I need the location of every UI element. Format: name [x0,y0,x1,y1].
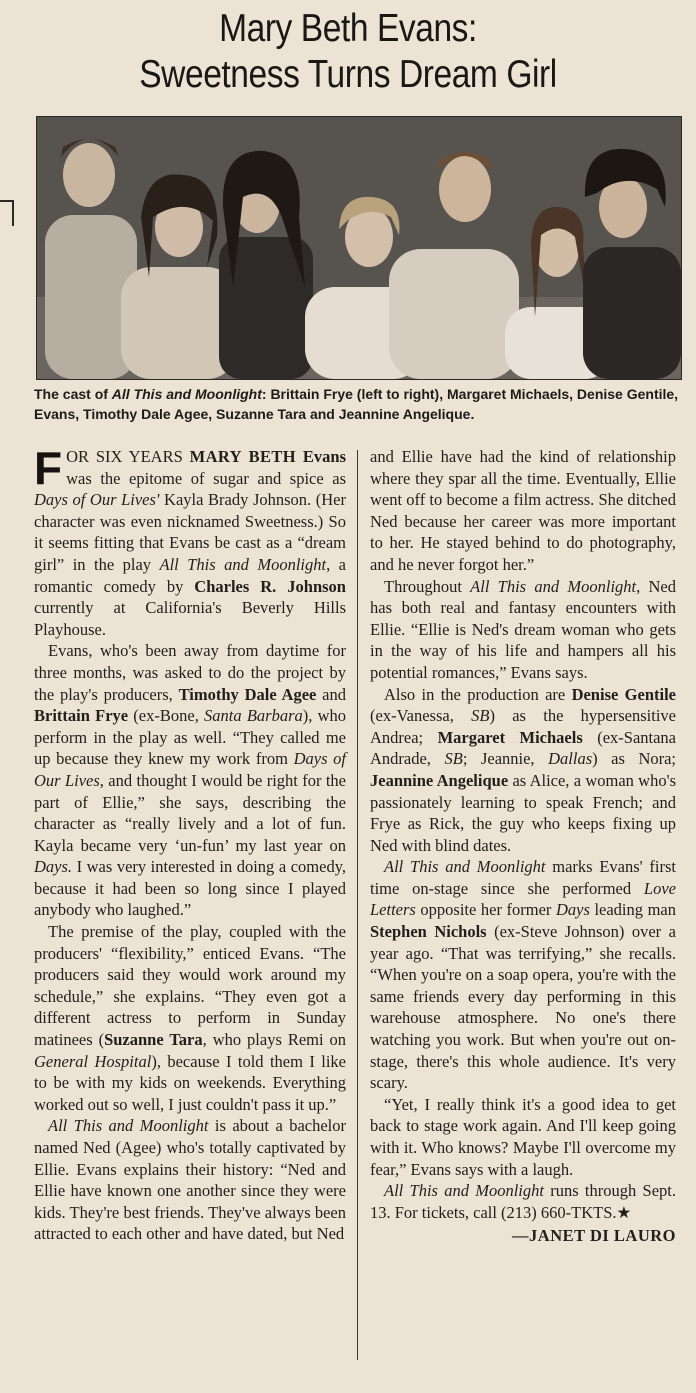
text: , Ned has both real and fantasy encounters with Ellie. “Ellie is Ned's dream woman who gets in the way of his life and hampers all his potential romances,” Evans says. [370,576,676,682]
text [296,447,303,466]
text: ; Jeannie, [462,749,549,769]
italic-title: Santa Barbara [204,706,303,726]
article-paragraph [370,576,676,684]
bold-name: Suzanne Tara [104,1030,203,1050]
bold-name: Timothy Dale Agee [178,684,317,704]
headline-line-1: Mary Beth Evans: [219,7,477,50]
italic-title: Dallas [548,749,593,769]
text: (ex-Vanessa, [370,706,472,726]
text: marks Evans' first time on-stage since she performed [370,857,676,898]
article-paragraph [34,921,346,1115]
text: , and thought I would be right for the part of Ellie,” she says, describing the character as “really lively and a lot of fun. Kayla became very ‘un-fun’ my last year on [34,770,347,855]
bold-name: Charles R. Johnson [194,576,346,596]
italic-title: All This and Moonlight [159,554,327,574]
text: “Yet, I really think it's a good idea to get back to stage work again. And I'll keep going with it. Who knows? Maybe I'll overcome my fear,” Evans says with a laugh. [370,1094,676,1179]
cast-photo-illustration [37,117,681,379]
bold-name: Jeannine Angelique [370,770,509,790]
headline-line-2: Sweetness Turns Dream Girl [139,53,557,96]
headline [49,6,648,98]
caption-lead: The cast of [34,386,112,402]
text: ), because I told them I like to be with my kids on weekends. Everything worked out so well, I just couldn't pass it up.” [34,1051,346,1114]
bold-name: MARY BETH [189,447,297,466]
byline: —JANET DI LAURO [512,1226,676,1246]
bold-name: Margaret Michaels [437,727,583,747]
column-rule [357,450,358,1360]
page-edge-mark-vertical [12,200,14,226]
text: , who plays Remi on [202,1030,346,1050]
article-column-right [370,446,676,1247]
text: , a romantic comedy by [34,554,346,596]
caption-play-title: All This and Moonlight [111,386,262,402]
italic-title: Love Letters [370,878,676,920]
text: ) as Nora; [592,749,677,769]
text: ) as the hypersensitive Andrea; [370,706,676,747]
text: and Ellie have had the kind of relationship where they spar all the time. Eventually, Ellie went off to become a film actress. She ditched Ned because her career was more important to her. He stayed behind to do photography, and he never forgot her.” [370,447,676,574]
text: ), who perform in the play as well. “They called me up because they knew my work from [34,706,346,769]
text: (ex-Santana Andrade, [370,727,676,769]
article-paragraph [34,442,346,640]
text: (ex-Bone, [128,706,205,726]
italic-title: All This and Moonlight [384,1181,544,1201]
italic-title: Days of Our Lives' [34,490,160,510]
text: I was very interested in doing a comedy, because it had been so long since I played anybody who laughed.” [34,857,346,920]
bold-name: Evans [302,447,346,466]
italic-title: SB [471,706,490,726]
text: is about a bachelor named Ned (Agee) who's totally captivated by Ellie. Evans explains their history: “Ned and Ellie have known one another since they were kids. They're best friends. They've always been attracted to each other and have dated, but Ned [34,1116,346,1244]
bold-name: Brittain Frye [34,706,129,726]
text: Kayla Brady Johnson. (Her character was even nicknamed Sweetness.) So it seems fitting that Evans be cast as a “dream girl” in the play [34,490,346,574]
article-paragraph [370,684,676,857]
italic-title: Days [555,900,590,920]
text: (ex-Steve Johnson) over a year ago. “That was terrifying,” she recalls. “When you're on a soap opera, you're with the same friends every day performing in this warehouse atmosphere. No one's there watching you work. But when you're out on-stage, there's this whole audience. It's very scary. [370,922,676,1093]
italic-title: All This and Moonlight [48,1116,209,1136]
text: The premise of the play, coupled with the producers' “flexibility,” enticed Evans. “The producers said they would work around my schedule,” she explains. “They even got a different actress to perform in Sunday matinees ( [34,922,346,1050]
bold-name: Stephen Nichols [370,922,487,942]
article-paragraph [370,1094,676,1180]
article-paragraph [370,446,676,576]
text: as Alice, a woman who's passionately learning to speak French; and Frye as Rick, the guy who keeps fixing up Ned with blind dates. [370,770,676,855]
text: and [316,684,346,704]
italic-title: All This and Moonlight [384,857,546,877]
text: runs through Sept. 13. For tickets, call (213) 660-TKTS.★ [370,1181,676,1222]
italic-title: Days. [34,857,73,877]
article-paragraph [370,1180,676,1223]
italic-title: All This and Moonlight [470,576,637,596]
bold-name: Denise Gentile [571,684,676,704]
text: Evans, who's been away from daytime for three months, was asked to do the project by the play's producers, [34,641,346,704]
text: leading man [589,900,676,920]
text: was the epitome of sugar and spice as [66,468,346,488]
italic-title: General Hospital [34,1051,152,1071]
drop-cap: F [34,442,63,494]
article-column-left [34,442,347,1245]
italic-title: SB [444,749,463,769]
text: OR SIX YEARS [66,447,190,466]
article-paragraph [370,856,676,1094]
article-paragraph [34,640,346,921]
text: Throughout [384,576,471,596]
caption-names: : Brittain Frye (left to right), Margaret Michaels, Denise Gentile, Evans, Timothy Dale Agee, Suzanne Tara and Jeannine Angelique. [34,386,679,422]
text: currently at California's Beverly Hills Playhouse. [34,598,346,639]
cast-photo [36,116,682,380]
text: opposite her former [415,900,556,920]
article-paragraph [34,1115,346,1245]
text: Also in the production are [384,684,572,704]
photo-caption [34,384,684,424]
italic-title: Days of Our Lives [34,749,347,790]
